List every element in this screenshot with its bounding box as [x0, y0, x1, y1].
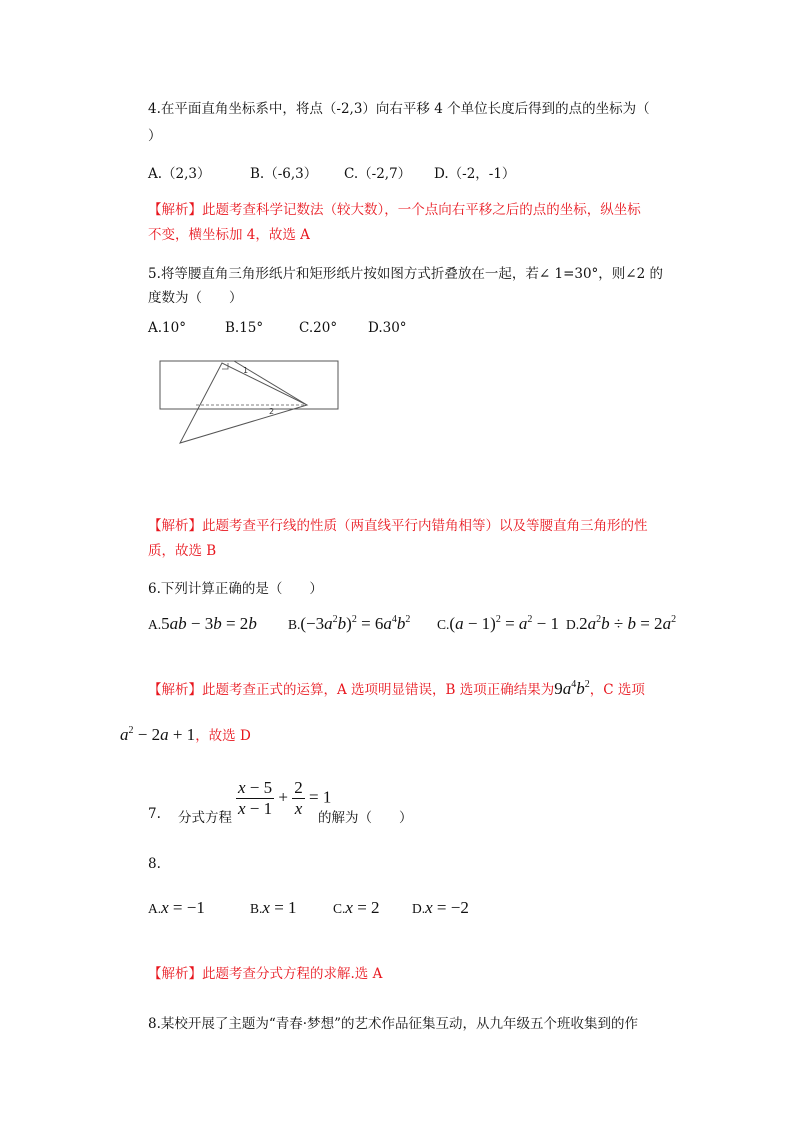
- q6-analysis-line2: $a^2 - 2a + 1$，故选 D: [120, 725, 251, 744]
- q7-option-d: D.x = −2: [412, 898, 469, 917]
- q8-stem-line1: 8.某校开展了主题为“青春·梦想”的艺术作品征集互动，从九年级五个班收集到的作: [148, 1016, 638, 1032]
- q5-stem-line2: 度数为（ ）: [148, 290, 243, 306]
- q4-analysis-line1: 【解析】此题考查科学记数法（较大数），一个点向右平移之后的点的坐标，纵坐标: [148, 202, 641, 218]
- q7-option-a: A.x = −1: [148, 898, 205, 917]
- q7-extra-number: 8.: [148, 856, 161, 872]
- q5-option-b: B.15°: [225, 320, 264, 336]
- angle-2-label: 2: [269, 407, 275, 416]
- q5-figure: [150, 355, 350, 450]
- right-triangle-paper: [180, 363, 307, 443]
- q6-option-b: $B.(-3a^2b)^2 = 6a^4b^2$: [288, 614, 411, 633]
- q6-expansion: $a^2 - 2a + 1$: [120, 725, 196, 744]
- q5-option-a: A.10°: [148, 320, 186, 336]
- q6-option-a: A.5ab − 3b = 2b: [148, 614, 257, 633]
- q7-stem-prefix: 分式方程: [178, 810, 232, 826]
- q5-stem-line1: 5.将等腰直角三角形纸片和矩形纸片按如图方式折叠放在一起，若∠ 1=30°，则∠2 的: [148, 266, 664, 282]
- q4-option-d: D.（-2，-1）: [434, 166, 516, 182]
- q5-option-c: C.20°: [299, 320, 338, 336]
- q7-option-b: B.x = 1: [250, 898, 297, 917]
- q4-option-c: C.（-2,7）: [344, 166, 412, 182]
- q4-option-a: A.（2,3）: [148, 166, 211, 182]
- q7-stem-suffix: 的解为（ ）: [318, 810, 413, 826]
- q7-analysis: 【解析】此题考查分式方程的求解.选 A: [148, 966, 383, 982]
- q7-fraction-1: $\frac{x - 5}{x - 1}$: [238, 778, 273, 818]
- q6-analysis-line1: 【解析】此题考查正式的运算，A 选项明显错误，B 选项正确结果为$9a^4b^2$，C 选项: [148, 679, 645, 698]
- q5-analysis-line1: 【解析】此题考查平行线的性质（两直线平行内错角相等）以及等腰直角三角形的性: [148, 518, 648, 534]
- q7-number: 7.: [148, 806, 161, 822]
- q4-stem-line1: 4.在平面直角坐标系中，将点（-2,3）向右平移 4 个单位长度后得到的点的坐标为（: [148, 101, 650, 117]
- q7-fraction-2: $\frac{2}{x}$: [294, 778, 303, 818]
- angle-1-label: 1: [243, 366, 249, 375]
- q4-stem-line2: ）: [148, 128, 162, 144]
- q4-option-b: B.（-6,3）: [250, 166, 318, 182]
- rectangle-paper: [160, 361, 338, 409]
- q6-option-d: $D.2a^2b \div b = 2a^2$: [566, 614, 677, 633]
- q5-option-d: D.30°: [368, 320, 407, 336]
- q6-correct-result: $9a^4b^2$: [554, 679, 590, 698]
- q4-analysis-line2: 不变，横坐标加 4，故选 A: [148, 227, 310, 243]
- q7-equation: $\frac{x - 5}{x - 1}$ + $\frac{2}{x}$ = 1: [238, 778, 332, 818]
- q7-option-c: C.x = 2: [333, 898, 380, 917]
- q6-option-c: $C.(a - 1)^2 = a^2 - 1$: [437, 614, 559, 633]
- q6-stem: 6.下列计算正确的是（ ）: [148, 581, 323, 597]
- q5-analysis-line2: 质，故选 B: [148, 543, 217, 559]
